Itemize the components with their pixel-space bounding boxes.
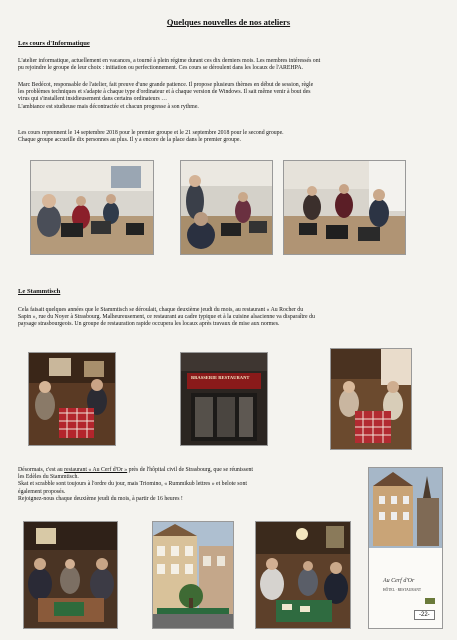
page-title: Quelques nouvelles de nos ateliers (166, 17, 291, 27)
stammtisch-paragraph-2 (18, 467, 358, 503)
text-line: Cela faisait quelques années que le Stammtisch se déroulait, chaque deuxième jeudi du mois, au restaurant « Au Rocher du (18, 307, 304, 313)
informatique-paragraph-1 (18, 58, 443, 72)
restaurant-name-link[interactable]: restaurant « Au Cerf d'Or » (64, 467, 128, 473)
photo-strasbourg-street (152, 521, 234, 629)
cerf-dor-logo: Au Cerf d'Or (383, 578, 415, 584)
text-line (18, 467, 358, 474)
informatique-paragraph-3 (18, 130, 443, 144)
photo-stammtisch-old-2 (330, 348, 412, 450)
photo-stammtisch-new-2 (255, 521, 351, 629)
section-heading-informatique: Les cours d'Informatique (18, 40, 90, 47)
photo-computer-class-3 (283, 160, 406, 255)
cerf-dor-logo-subtitle: HÔTEL · RESTAURANT (383, 588, 422, 592)
text-run: Désormais, c'est au (18, 467, 65, 473)
text-line: pu rejoindre le groupe de leur choix : initiation ou perfectionnement. Ces cours se déroulent dans les locaux de l'AREHPA. (18, 65, 303, 72)
photo-computer-class-1 (30, 160, 154, 255)
photo-computer-class-2 (180, 160, 273, 255)
photo-stammtisch-old-1 (28, 352, 116, 446)
text-line: L'atelier informatique, actuellement en vacances, a tourné à plein régime durant ces dix derniers mois. Les membres intéressés ont (18, 58, 321, 64)
text-line: Les cours reprennent le 14 septembre 2018 pour le premier groupe et le 21 septembre 2018 pour le second groupe. (18, 130, 284, 136)
text-line: les problèmes techniques et s'adapte à chaque type d'ordinateur et à chaque version de Windows. Il sait même venir à bout des (18, 89, 311, 96)
text-line: les Edèles du Stammtisch. (18, 474, 79, 481)
restaurant-sign: BRASSERIE RESTAURANT (191, 375, 250, 380)
text-line: paysage strasbourgeois. Un groupe de restauration rapide occupera les locaux après travaux de mise aux normes. (18, 321, 280, 328)
text-line: Rejoignez-nous chaque deuxième jeudi du mois, à partir de 16 heures ! (18, 495, 183, 502)
text-line: Marc Bedécot, responsable de l'atelier, fait preuve d'une grande patience. Il propose plusieurs thèmes en début de session, règle (18, 82, 314, 88)
photo-restaurant-facade (180, 352, 268, 446)
photo-stammtisch-new-1 (23, 521, 118, 629)
page-number: -22- (414, 610, 435, 620)
text-line: Skat et scrabble sont toujours à l'ordre du jour, mais Triomino, « Rummikub lettres » et belote sont (18, 481, 247, 488)
text-line: Chaque groupe accueille dix personnes au plus. Il y a encore de la place dans le premier groupe. (18, 137, 241, 144)
text-line: virus qui s'installent insidieusement dans certains ordinateurs … (18, 96, 167, 103)
stammtisch-paragraph-1 (18, 307, 443, 329)
informatique-paragraph-2 (18, 82, 443, 111)
text-run: près de l'hôpital civil de Strasbourg, que se réunissent (127, 467, 254, 473)
section-heading-stammtisch: Le Stammtisch (18, 288, 61, 295)
text-line: également proposés. (18, 488, 66, 495)
photo-cerf-dor-brochure (368, 467, 443, 629)
text-line: Sapin », rue du Noyer à Strasbourg. Malheureusement, ce restaurant au cadre typique et à la cuisine alsacienne va disparaître du (18, 314, 315, 321)
text-line: L'ambiance est studieuse mais décontractée et chacun progresse à son rythme. (18, 103, 199, 110)
